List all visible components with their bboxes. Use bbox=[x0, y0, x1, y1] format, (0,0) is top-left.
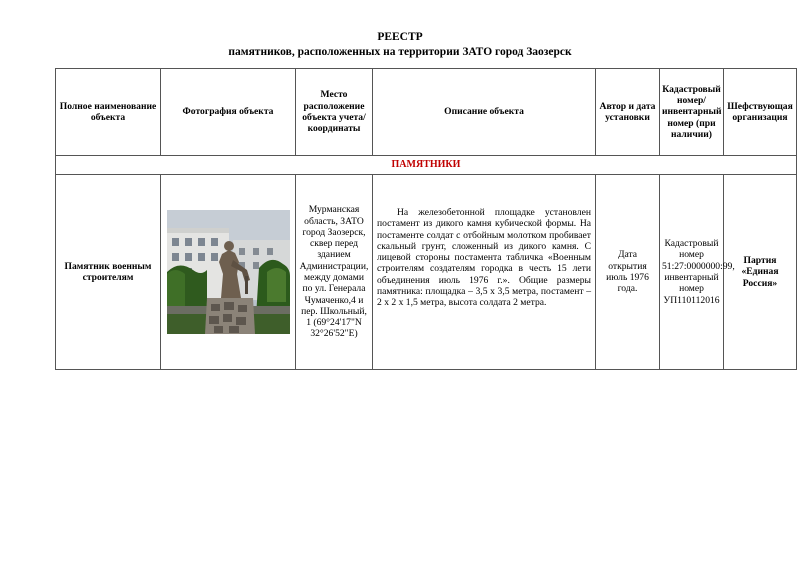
cell-author: Дата открытия июль 1976 года. bbox=[596, 175, 660, 370]
header-description: Описание объекта bbox=[373, 69, 596, 156]
cell-cadastral: Кадастровый номер 51:27:0000000:99, инвентарный номер УП110112016 bbox=[660, 175, 724, 370]
table-header-row bbox=[56, 69, 797, 156]
header-photo: Фотография объекта bbox=[161, 69, 296, 156]
registry-table bbox=[55, 68, 797, 370]
page-title: РЕЕСТР bbox=[377, 31, 423, 43]
cell-photo bbox=[161, 175, 296, 370]
monument-photo bbox=[167, 210, 290, 334]
header-organization: Шефствующая организация bbox=[724, 69, 797, 156]
header-cadastral: Кадастровый номер/ инвентарный номер (при наличии) bbox=[660, 69, 724, 156]
description-text: На железобетонной площадке установлен постамент из дикого камня кубической формы. На постаменте солдат с отбойным молотком пробивает скальный грунт, сложенный из дикого камня. С лицевой стороны постамента табличка «Военным строителям создателям городка в честь 15 лети объединения июль 1976 г.». Общие размеры памятника: площадка – 3,5 х 3,5 метра, постамент – 2 х 2 х 1,5 метра, высота солдата 2 метра. bbox=[377, 207, 591, 309]
header-location: Место расположение объекта учета/ координаты bbox=[296, 69, 373, 156]
page-subtitle: памятников, расположенных на территории ЗАТО город Заозерск bbox=[228, 46, 572, 58]
cell-description bbox=[373, 175, 596, 370]
header-author: Автор и дата установки bbox=[596, 69, 660, 156]
cell-name: Памятник военным строителям bbox=[56, 175, 161, 370]
table-row bbox=[56, 175, 797, 370]
section-title: ПАМЯТНИКИ bbox=[56, 156, 797, 175]
cell-organization: Партия «Единая Россия» bbox=[724, 175, 797, 370]
header-name: Полное наименование объекта bbox=[56, 69, 161, 156]
section-row bbox=[56, 156, 797, 175]
cell-location: Мурманская область, ЗАТО город Заозерск, сквер перед зданием Администрации, между домами по ул. Генерала Чумаченко,4 и пер. Школьный, 1 (69°24'17"N 32°26'52"E) bbox=[296, 175, 373, 370]
